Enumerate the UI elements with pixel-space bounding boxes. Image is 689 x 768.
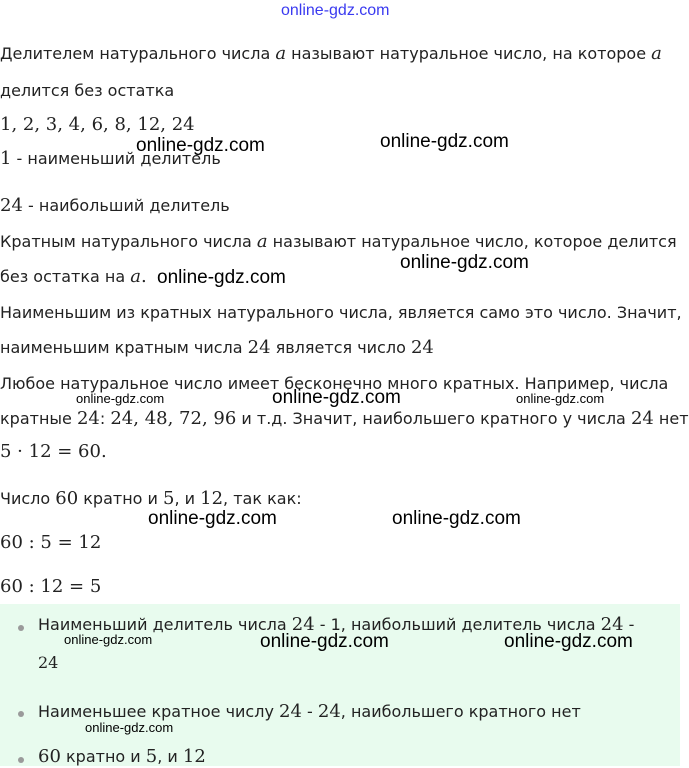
infinite-multiples-line-1: Любое натуральное число имеет бесконечно много кратных. Например, числа: [0, 374, 669, 393]
text: , так как:: [223, 489, 302, 508]
watermark: online-gdz.com: [380, 131, 509, 152]
math-number: 60: [55, 488, 79, 509]
math-number: 24: [630, 408, 654, 429]
definition-divisor-line-2: делится без остатка: [0, 81, 175, 100]
text: называют натуральное число, которое делится: [267, 232, 677, 251]
summary-item-sixty: [38, 746, 206, 768]
text: Кратным натурального числа: [0, 232, 257, 251]
math-number: 5: [163, 488, 175, 509]
text: .: [140, 266, 147, 287]
infinite-multiples-line-2: [0, 408, 689, 430]
largest-divisor-line: [0, 195, 230, 217]
watermark: online-gdz.com: [504, 631, 633, 652]
definition-divisor-line-1: [0, 43, 662, 65]
text: - 1, наибольший делитель числа: [314, 615, 601, 634]
watermark: online-gdz.com: [64, 632, 153, 647]
multiple-of-both-line: [0, 488, 302, 510]
summary-item-divisors-cont: 24: [38, 653, 59, 672]
math-number: 12: [200, 488, 224, 509]
math-number: 24: [279, 701, 302, 722]
var-a: a: [651, 43, 662, 64]
bullet-dot: [18, 757, 24, 763]
text: называют натуральное число, на которое: [286, 44, 652, 63]
text: и т.д. Значит, наибольшего кратного у числа: [236, 409, 631, 428]
text: -: [623, 615, 635, 634]
text: без остатка на: [0, 267, 131, 286]
var-a: a: [275, 43, 287, 64]
text: - наименьший делитель: [11, 149, 221, 168]
text: нет: [653, 409, 689, 428]
math-number: 24: [76, 408, 100, 429]
watermark-top: online-gdz.com: [281, 2, 390, 19]
text: , наибольшего кратного нет: [340, 702, 581, 721]
math-number: 12: [182, 746, 206, 767]
text: является число: [270, 338, 411, 357]
smallest-multiple-line-1: Наименьшим из кратных натурального числа, является само это число. Значит,: [0, 303, 682, 322]
text: кратно и: [60, 747, 146, 766]
equation-product: 5 · 12 = 60.: [0, 441, 107, 462]
math-number: 24: [600, 614, 624, 635]
math-number: 24: [0, 195, 23, 216]
text: кратные: [0, 409, 77, 428]
text: кратно и: [78, 489, 164, 508]
definition-multiple-line-1: [0, 231, 677, 253]
math-number: 24: [410, 337, 434, 358]
summary-box: [0, 604, 680, 766]
var-a: a: [130, 266, 141, 287]
definition-multiple-line-2: [0, 266, 147, 288]
watermark: online-gdz.com: [148, 508, 277, 529]
math-number: 1: [0, 148, 12, 169]
text: Наименьшее кратное числу: [38, 702, 280, 721]
text: , и: [157, 747, 183, 766]
var-a: a: [256, 231, 268, 252]
smallest-multiple-line-2: [0, 337, 434, 359]
math-number: 24: [247, 337, 271, 358]
bullet-dot: [18, 625, 24, 631]
watermark: online-gdz.com: [136, 135, 265, 156]
math-number: 60: [38, 746, 61, 767]
watermark: online-gdz.com: [400, 252, 529, 273]
watermark: online-gdz.com: [85, 720, 174, 735]
text: Число: [0, 489, 56, 508]
math-multiples: 24, 48, 72, 96: [110, 408, 237, 429]
divisors-list: 1, 2, 3, 4, 6, 8, 12, 24: [0, 114, 195, 135]
text: наименьшим кратным числа: [0, 338, 248, 357]
text: - наибольший делитель: [22, 196, 230, 215]
text: :: [99, 409, 111, 428]
text: Делителем натурального числа: [0, 44, 276, 63]
text: , и: [174, 489, 201, 508]
text: Наименьший делитель числа: [38, 615, 292, 634]
watermark: online-gdz.com: [260, 631, 389, 652]
text: -: [301, 702, 318, 721]
math-number: 24: [317, 701, 341, 722]
watermark: online-gdz.com: [76, 391, 165, 406]
watermark: online-gdz.com: [392, 508, 521, 529]
bullet-dot: [18, 711, 24, 717]
equation-division-2: 60 : 12 = 5: [0, 576, 102, 597]
math-number: 24: [291, 614, 315, 635]
watermark: online-gdz.com: [272, 387, 401, 408]
math-number: 5: [145, 746, 158, 767]
equation-division-1: 60 : 5 = 12: [0, 532, 102, 553]
watermark: online-gdz.com: [516, 391, 605, 406]
watermark: online-gdz.com: [157, 267, 286, 288]
